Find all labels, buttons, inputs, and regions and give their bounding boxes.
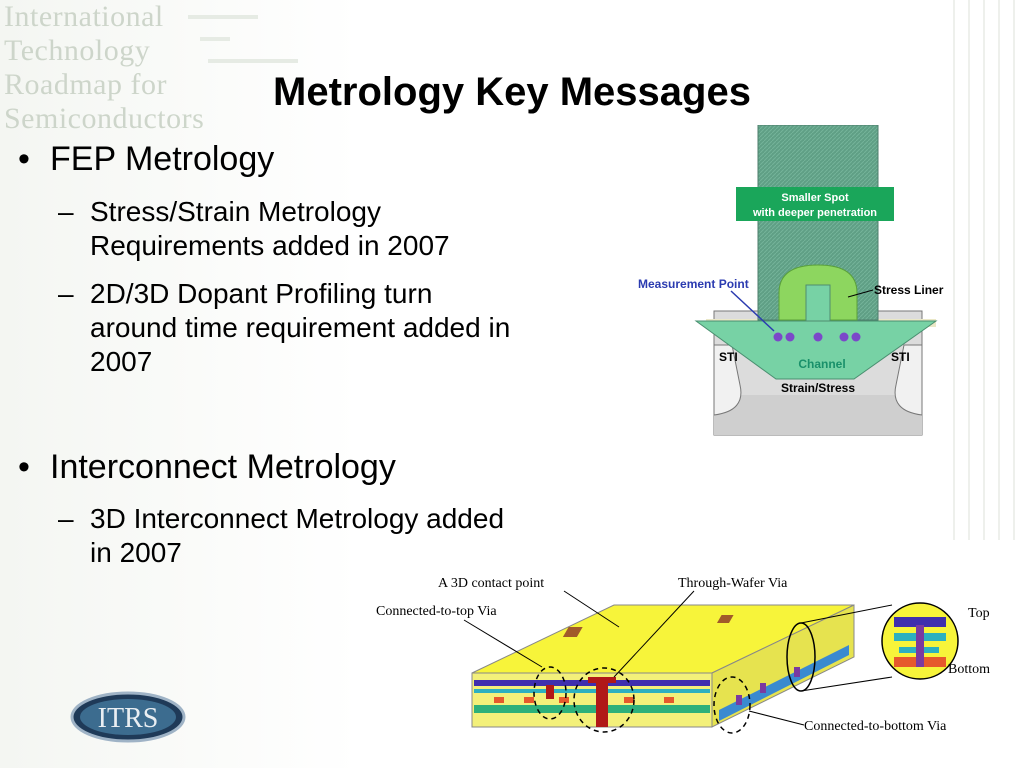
dash-icon: – xyxy=(58,503,74,534)
sti-left-label: STI xyxy=(719,350,738,364)
watermark-line: Technology xyxy=(4,34,151,67)
sub-bullet-line: in 2007 xyxy=(90,537,182,568)
bullet-dot: • xyxy=(18,140,30,178)
logo-text: ITRS xyxy=(97,703,159,734)
itrs-logo xyxy=(68,690,188,744)
substrate-bottom xyxy=(714,395,922,435)
spot-label-line2: with deeper penetration xyxy=(752,207,878,219)
sub-bullet-line: 3D Interconnect Metrology added xyxy=(90,503,505,534)
sub-bullet-line: 2D/3D Dopant Profiling turn xyxy=(90,278,433,309)
bullet-fep xyxy=(18,140,274,179)
slide-title: Metrology Key Messages xyxy=(273,70,751,114)
bullet-dot: • xyxy=(18,448,30,486)
watermark-line: Roadmap for xyxy=(4,68,167,101)
sub-bullet-line: Requirements added in 2007 xyxy=(90,230,450,261)
bullet-label: Interconnect Metrology xyxy=(50,448,396,486)
contact-point-label: A 3D contact point xyxy=(438,576,545,591)
watermark-line: Semiconductors xyxy=(4,102,205,135)
connected-top-label: Connected-to-top Via xyxy=(376,604,497,619)
bottom-label: Bottom xyxy=(948,662,991,677)
faint-background-menu xyxy=(188,6,298,63)
watermark-line: International xyxy=(4,0,164,33)
strain-stress-label: Strain/Stress xyxy=(780,381,856,395)
sub-bullet-line: around time requirement added in xyxy=(90,312,511,343)
dash-icon: – xyxy=(58,278,74,309)
gate xyxy=(806,285,830,321)
connected-bottom-label: Connected-to-bottom Via xyxy=(804,719,947,734)
zoom-via xyxy=(916,625,924,667)
sub-bullet-line: Stress/Strain Metrology xyxy=(90,196,381,227)
channel-label: Channel xyxy=(798,357,846,371)
top-via xyxy=(546,685,554,699)
sub-bullet xyxy=(58,195,618,265)
metal-layer-mid xyxy=(474,689,710,693)
bullet-interconnect xyxy=(18,448,396,487)
metal-layer-device xyxy=(474,705,710,713)
sti-right-label: STI xyxy=(891,350,910,364)
through-wafer-via-label: Through-Wafer Via xyxy=(678,576,788,591)
spot-label-line1: Smaller Spot xyxy=(781,192,849,204)
sub-bullet xyxy=(58,277,618,381)
transistor-stress-diagram xyxy=(636,125,956,440)
stress-liner-label: Stress Liner xyxy=(874,283,944,297)
3d-interconnect-diagram xyxy=(364,545,1014,768)
sub-bullet-text xyxy=(90,195,450,263)
via-cap xyxy=(588,677,616,683)
dash-icon: – xyxy=(58,196,74,227)
top-label: Top xyxy=(968,606,990,621)
sub-bullet-line: 2007 xyxy=(90,346,153,377)
through-wafer-via xyxy=(596,677,608,727)
sub-bullet-text xyxy=(90,277,510,379)
bullet-label: FEP Metrology xyxy=(50,140,275,178)
measurement-point-label: Measurement Point xyxy=(638,277,749,291)
